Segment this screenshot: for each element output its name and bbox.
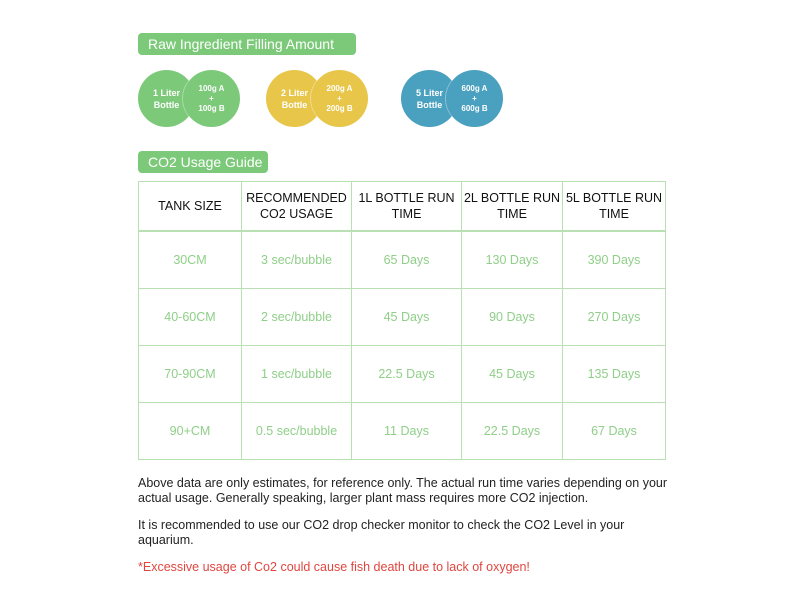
usage-cell: 1 sec/bubble [242, 346, 352, 403]
run-time-2l-cell: 22.5 Days [462, 403, 563, 460]
run-time-5l-cell: 67 Days [563, 403, 666, 460]
bottle-5l-badge [401, 70, 503, 128]
table-row [139, 289, 666, 346]
run-time-5l-cell: 390 Days [563, 231, 666, 289]
run-time-1l-cell: 45 Days [352, 289, 462, 346]
bottle-1l-badge [138, 70, 240, 128]
amount-a: 600g A [461, 83, 488, 93]
run-time-1l-cell: 22.5 Days [352, 346, 462, 403]
run-time-2l-cell: 45 Days [462, 346, 563, 403]
table-row [139, 346, 666, 403]
run-time-1l-cell: 65 Days [352, 231, 462, 289]
estimate-note: Above data are only estimates, for reference only. The actual run time varies depending on your actual usage. Generally speaking, larger plant mass requires more CO2 injection. [138, 476, 668, 505]
header-recommended-usage: RECOMMENDED CO2 USAGE [242, 182, 352, 232]
usage-cell: 2 sec/bubble [242, 289, 352, 346]
usage-cell: 0.5 sec/bubble [242, 403, 352, 460]
warning-note: *Excessive usage of Co2 could cause fish death due to lack of oxygen! [138, 560, 530, 574]
usage-cell: 3 sec/bubble [242, 231, 352, 289]
bottle-amount-circle [311, 70, 368, 127]
amount-a: 100g A [198, 83, 225, 93]
drop-checker-note: It is recommended to use our CO2 drop checker monitor to check the CO2 Level in your aquarium. [138, 518, 625, 547]
amount-plus: + [209, 93, 214, 103]
tank-size-cell: 40-60CM [139, 289, 242, 346]
tank-size-cell: 70-90CM [139, 346, 242, 403]
table-row [139, 231, 666, 289]
run-time-1l-cell: 11 Days [352, 403, 462, 460]
tank-size-cell: 30CM [139, 231, 242, 289]
bottle-size-line2: Bottle [153, 99, 180, 110]
run-time-2l-cell: 130 Days [462, 231, 563, 289]
table-row [139, 403, 666, 460]
amount-b: 100g B [198, 103, 225, 113]
bottle-amount-circle [446, 70, 503, 127]
raw-ingredient-title: Raw Ingredient Filling Amount [138, 33, 356, 55]
run-time-5l-cell: 270 Days [563, 289, 666, 346]
run-time-5l-cell: 135 Days [563, 346, 666, 403]
amount-a: 200g A [326, 83, 353, 93]
header-1l-run-time: 1L BOTTLE RUN TIME [352, 182, 462, 232]
bottle-size-line2: Bottle [281, 99, 308, 110]
bottle-size-line1: 1 Liter [152, 87, 180, 98]
header-tank-size: TANK SIZE [139, 182, 242, 232]
header-2l-run-time: 2L BOTTLE RUN TIME [462, 182, 563, 232]
co2-usage-title: CO2 Usage Guide [138, 151, 268, 173]
run-time-2l-cell: 90 Days [462, 289, 563, 346]
amount-b: 200g B [326, 103, 353, 113]
bottle-amount-circle [183, 70, 240, 127]
tank-size-cell: 90+CM [139, 403, 242, 460]
bottle-size-line1: 2 Liter [280, 87, 308, 98]
amount-b: 600g B [461, 103, 488, 113]
header-5l-run-time: 5L BOTTLE RUN TIME [563, 182, 666, 232]
bottle-size-line2: Bottle [416, 99, 443, 110]
co2-usage-table [138, 181, 666, 460]
table-header-row [139, 182, 666, 232]
amount-plus: + [337, 93, 342, 103]
bottle-size-line1: 5 Liter [415, 87, 443, 98]
amount-plus: + [472, 93, 477, 103]
bottle-2l-badge [266, 70, 368, 128]
